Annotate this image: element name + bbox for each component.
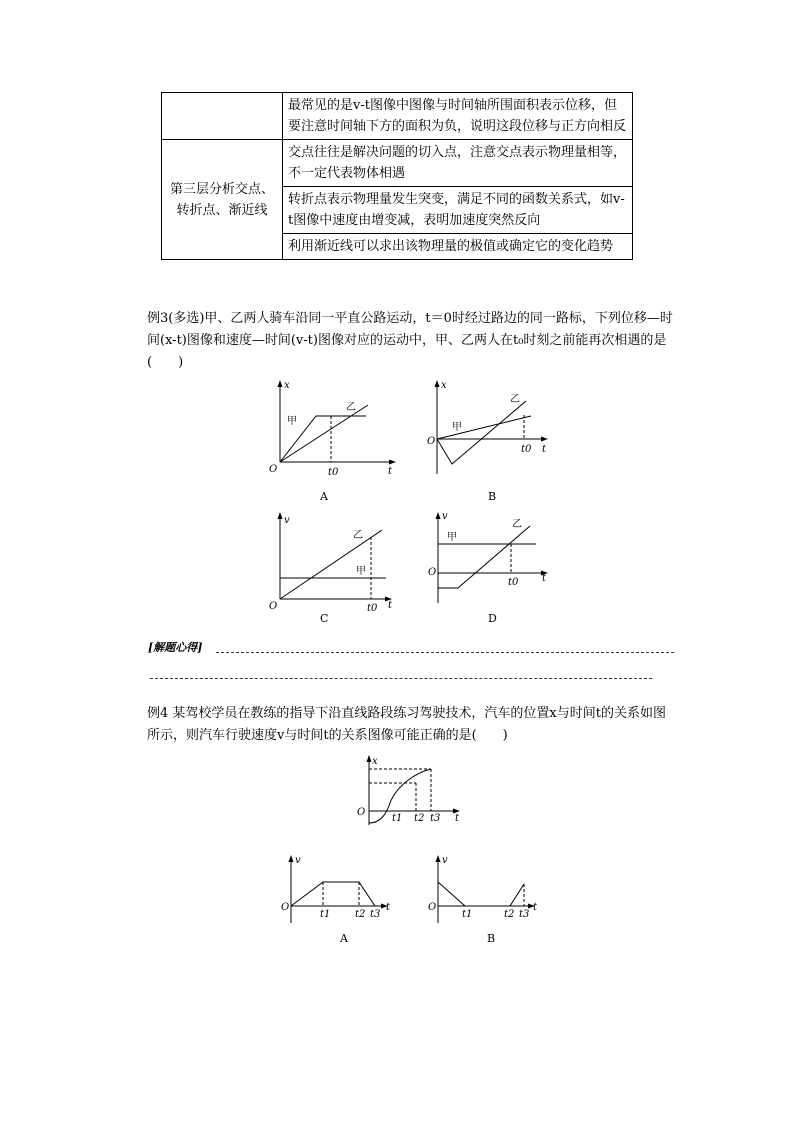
graph-caption: D xyxy=(488,612,497,625)
origin-label: O xyxy=(428,567,437,578)
table-cell: 交点往往是解决问题的切入点，注意交点表示物理量相等，不一定代表物体相遇 xyxy=(283,140,633,187)
option-a-svg xyxy=(280,853,400,947)
example4-question xyxy=(121,703,677,747)
t0-label: t0 xyxy=(367,603,378,614)
graph-caption: B xyxy=(488,490,497,503)
answer-line xyxy=(150,678,652,679)
graph-b-svg xyxy=(424,378,564,506)
axis-label: v xyxy=(295,855,301,866)
axis-label: t xyxy=(388,600,393,611)
graph-caption: A xyxy=(320,490,328,503)
origin-label: O xyxy=(357,807,366,818)
axis-label: t xyxy=(388,466,393,477)
t0-label: t0 xyxy=(521,444,532,455)
answer-line xyxy=(216,652,674,653)
table-cell: 利用渐近线可以求出该物理量的极值或确定它的变化趋势 xyxy=(283,234,633,260)
option-caption: B xyxy=(487,932,496,945)
yi-label: 乙 xyxy=(346,402,356,413)
t2-label: t2 xyxy=(504,909,515,920)
axis-label: t xyxy=(542,573,547,584)
t1-label: t1 xyxy=(462,909,473,920)
example3-question xyxy=(121,308,677,374)
t1-label: t1 xyxy=(320,909,331,920)
graph-b xyxy=(424,378,564,506)
jia-label: 甲 xyxy=(447,532,457,543)
example4-text: 例4 某驾校学员在教练的指导下沿直线路段练习驾驶技术，汽车的位置x与时间t的关系如图所示，则汽车行驶速度v与时间t的关系图像可能正确的是( ) xyxy=(147,706,666,743)
axis-label: x xyxy=(441,380,447,391)
graph-c-svg xyxy=(258,510,408,628)
graph-a xyxy=(258,378,408,506)
t2-label: t2 xyxy=(355,909,366,920)
origin-label: O xyxy=(281,902,290,913)
example3-text: 例3(多选)甲、乙两人骑车沿同一平直公路运动，t＝0时经过路边的同一路标，下列位移—时间(x-t)图像和速度—时间(v-t)图像对应的运动中，甲、乙两人在t₀时刻之前能再次相遇的是( ) xyxy=(147,311,673,370)
axis-label: t xyxy=(542,444,547,455)
option-caption: A xyxy=(340,932,348,945)
t0-label: t0 xyxy=(328,467,339,478)
axis-label: v xyxy=(442,855,448,866)
origin-label: O xyxy=(269,464,278,475)
graph-d-svg xyxy=(424,510,564,628)
table-cell-empty xyxy=(162,93,283,140)
yi-label: 乙 xyxy=(353,530,363,541)
example4-main-graph xyxy=(352,753,472,825)
jia-label: 甲 xyxy=(452,422,462,433)
axis-label: t xyxy=(386,902,391,913)
origin-label: O xyxy=(427,436,436,447)
jia-label: 甲 xyxy=(356,566,366,577)
t1-label: t1 xyxy=(392,813,403,824)
layer3-label: 第三层分析交点、转折点、渐近线 xyxy=(162,140,283,260)
option-b-svg xyxy=(427,853,547,947)
analysis-table xyxy=(161,92,633,260)
axis-label: v xyxy=(442,511,448,522)
table-row xyxy=(162,93,633,140)
graph-d xyxy=(424,510,564,628)
axis-label: t xyxy=(455,813,460,824)
axis-label: x xyxy=(284,380,290,391)
axis-label: x xyxy=(372,756,378,767)
graph-a-svg xyxy=(258,378,408,506)
jia-label: 甲 xyxy=(287,416,297,427)
origin-label: O xyxy=(428,902,437,913)
t3-label: t3 xyxy=(370,909,381,920)
table-cell: 转折点表示物理量发生突变，满足不同的函数关系式，如v-t图像中速度由增变减，表明加速度突然反向 xyxy=(283,187,633,234)
graph-caption: C xyxy=(320,612,329,625)
t0-label: t0 xyxy=(508,577,519,588)
axis-label: t xyxy=(533,902,538,913)
t3-label: t3 xyxy=(519,909,530,920)
t3-label: t3 xyxy=(430,813,441,824)
graph-c xyxy=(258,510,408,628)
t2-label: t2 xyxy=(414,813,425,824)
yi-label: 乙 xyxy=(512,519,522,530)
axis-label: v xyxy=(284,515,290,526)
table-cell: 最常见的是v-t图像中图像与时间轴所围面积表示位移，但要注意时间轴下方的面积为负，说明这段位移与正方向相反 xyxy=(283,93,633,140)
origin-label: O xyxy=(269,601,278,612)
yi-label: 乙 xyxy=(510,394,520,405)
example4-option-b xyxy=(427,853,547,947)
main-graph-svg xyxy=(352,753,472,825)
table-row xyxy=(162,140,633,187)
solution-notes-label: [解题心得] xyxy=(148,641,203,654)
example4-option-a xyxy=(280,853,400,947)
